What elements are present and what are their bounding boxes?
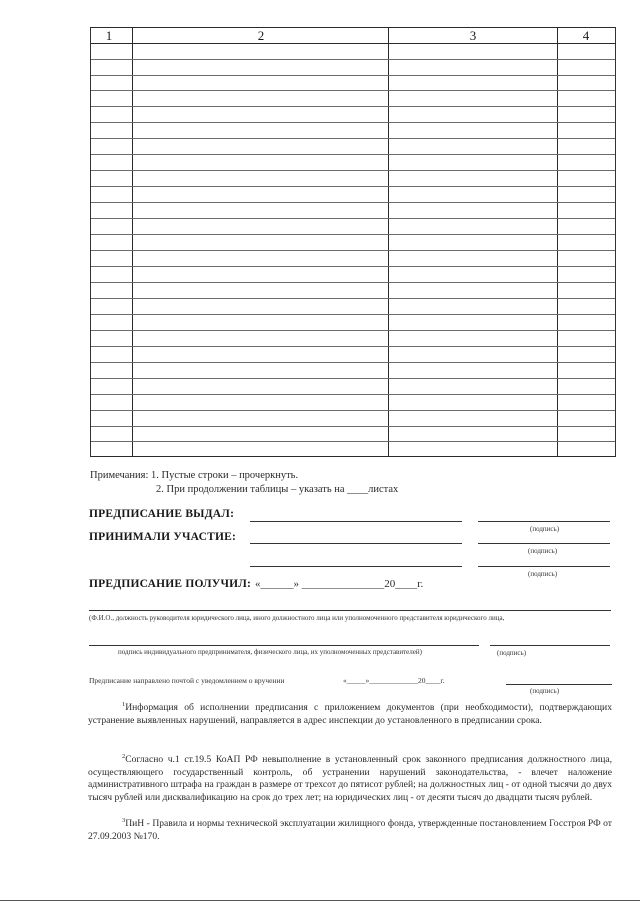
table-row-line bbox=[91, 154, 615, 155]
fio-line bbox=[89, 610, 611, 611]
footnote-marker: 3 bbox=[122, 816, 126, 824]
table-row-line bbox=[91, 186, 615, 187]
mailed-signature-line bbox=[506, 684, 612, 685]
table-row-line bbox=[91, 43, 615, 44]
issued-by-label: ПРЕДПИСАНИЕ ВЫДАЛ: bbox=[89, 508, 235, 520]
inspection-table bbox=[90, 27, 616, 457]
column-number-1: 1 bbox=[105, 28, 113, 43]
table-row-line bbox=[91, 378, 615, 379]
participated-name-line-2 bbox=[250, 566, 462, 567]
signature-caption: (подпись) bbox=[497, 649, 527, 657]
table-row-line bbox=[91, 250, 615, 251]
table-border-top bbox=[91, 27, 615, 28]
received-by-label: ПРЕДПИСАНИЕ ПОЛУЧИЛ: bbox=[89, 578, 252, 590]
mailed-date: «_____»_____________20____г. bbox=[343, 676, 445, 685]
table-row-line bbox=[91, 106, 615, 107]
participated-label: ПРИНИМАЛИ УЧАСТИЕ: bbox=[89, 531, 236, 543]
signature-caption: (подпись) bbox=[528, 547, 558, 555]
table-row-line bbox=[91, 234, 615, 235]
received-date: «______» _______________20____г. bbox=[255, 578, 424, 590]
footnote-paragraph-1 bbox=[88, 702, 612, 727]
table-row-line bbox=[91, 330, 615, 331]
table-row-line bbox=[91, 75, 615, 76]
table-row-line bbox=[91, 59, 615, 60]
participated-name-line bbox=[250, 543, 462, 544]
column-divider bbox=[388, 27, 389, 457]
footnote-marker: 1 bbox=[122, 700, 126, 708]
table-row-line bbox=[91, 362, 615, 363]
footnote-marker: 2 bbox=[122, 752, 126, 760]
table-row-line bbox=[91, 138, 615, 139]
table-row-line bbox=[91, 266, 615, 267]
mailed-text: Предписание направлено почтой с уведомлением о вручении bbox=[89, 676, 285, 685]
column-number-4: 4 bbox=[582, 28, 590, 43]
table-row-line bbox=[91, 170, 615, 171]
footnote-paragraph-3 bbox=[88, 818, 612, 843]
column-divider bbox=[132, 27, 133, 457]
notes-line-2: 2. При продолжении таблицы – указать на ____листах bbox=[156, 484, 399, 495]
table-row-line bbox=[91, 202, 615, 203]
notes-line-1: Примечания: 1. Пустые строки – прочеркнуть. bbox=[90, 470, 299, 481]
table-row-line bbox=[91, 426, 615, 427]
table-row-line bbox=[91, 346, 615, 347]
column-number-2: 2 bbox=[257, 28, 265, 43]
page-bottom-edge bbox=[0, 900, 640, 901]
table-row-line bbox=[91, 298, 615, 299]
fio-caption: (Ф.И.О., должность руководителя юридического лица, иного должностного лица или уполномоченного представителя юридического лица, bbox=[89, 614, 505, 622]
participated-signature-line bbox=[478, 543, 610, 544]
individual-signature-line bbox=[490, 645, 610, 646]
table-row-line bbox=[91, 90, 615, 91]
footnote-text: ПиН - Правила и нормы технической эксплуатации жилищного фонда, утвержденные постановлением Госстроя РФ от 27.09.2003 №170. bbox=[88, 818, 612, 842]
table-row-line bbox=[91, 122, 615, 123]
table-row-line bbox=[91, 218, 615, 219]
participated-signature-line-2 bbox=[478, 566, 610, 567]
signature-caption: (подпись) bbox=[528, 570, 558, 578]
column-number-3: 3 bbox=[469, 28, 477, 43]
table-row-line bbox=[91, 282, 615, 283]
column-divider bbox=[557, 27, 558, 457]
table-row-line bbox=[91, 410, 615, 411]
issued-by-name-line bbox=[250, 521, 462, 522]
signature-caption: (подпись) bbox=[530, 687, 560, 695]
individual-line bbox=[89, 645, 479, 646]
signature-caption: (подпись) bbox=[530, 525, 560, 533]
table-row-line bbox=[91, 441, 615, 442]
individual-caption: подпись индивидуального предпринимателя, физического лица, их уполномоченных представителей) bbox=[118, 648, 422, 656]
issued-by-signature-line bbox=[478, 521, 610, 522]
footnote-paragraph-2 bbox=[88, 754, 612, 804]
footnote-text: Согласно ч.1 ст.19.5 КоАП РФ невыполнение в установленный срок законного предписания должностного лица, осуществляющего государственный контроль, об устранении нарушений законодательства, - влечет наложение административного штрафа на граждан в размере от трехсот до пятисот рублей; на должностных лиц - от одной тысячи до двух тысяч рублей или дисквалификацию на срок до трех лет; на юридических лиц - от десяти тысяч до двадцати тысяч рублей. bbox=[88, 754, 612, 803]
table-border-bottom bbox=[91, 456, 615, 457]
table-row-line bbox=[91, 394, 615, 395]
footnote-text: Информация об исполнении предписания с приложением документов (при необходимости), подтверждающих устранение выявленных нарушений, направляется в адрес инспекции до установленного в предписании срока. bbox=[88, 702, 612, 726]
table-row-line bbox=[91, 314, 615, 315]
